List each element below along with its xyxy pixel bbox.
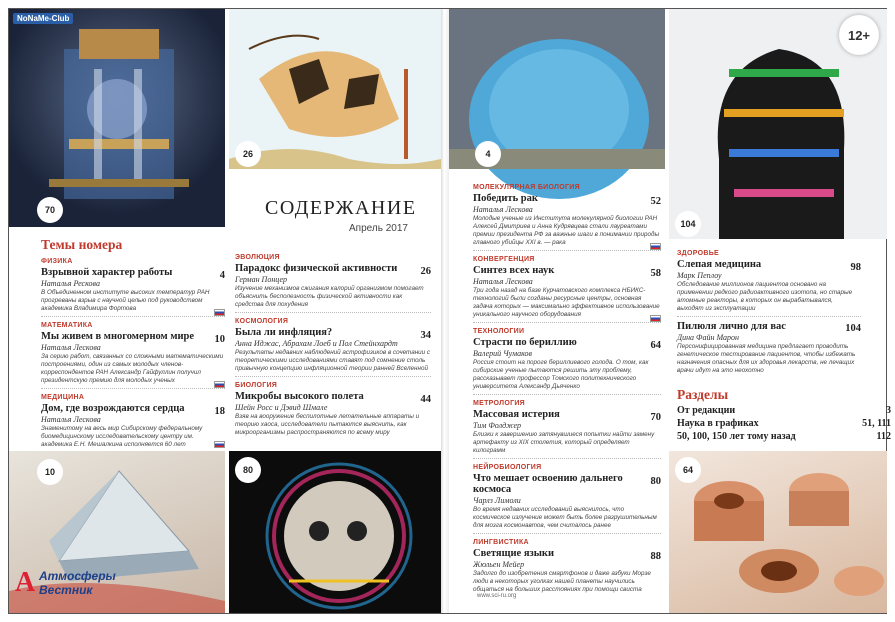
article-desc: Знаменитому на весь мир Сибирскому федеральному биомедицинскому исследовательскому центру им. академика Е.Н. Мешалкина исполняется 60 лет [41,425,203,448]
page-ref: 26 [420,266,431,277]
page-ref: 44 [420,394,431,405]
article-desc: Изучение механизмов сжигания калорий организмом помогает объяснить бесполезность физической активности как средства для похудения [235,285,424,308]
article-desc: Молодые ученые из Института молекулярной биологии РАН Алексей Дмитриев и Анна Кудрявцева стали лауреатами премии президента РФ за важные шаги в понимании природы главного убийцы XXI в. — рака [473,215,660,246]
section-label: КОНВЕРГЕНЦИЯ [473,256,535,263]
toc-entry[interactable] [41,394,225,449]
article-desc: Результаты недавних наблюдений астрофизиков в сочетании с теоретическими исследованиями ставят под сомнение столь привычную концепцию инфляционной теории ранней Вселенной [235,349,431,372]
article-title: Мы живем в многомерном мире [41,331,195,342]
article-desc: Во время недавних исследований выяснилось, что космическое излучение может быть более разрушительным для мозга космонавтов, чем считалось ранее [473,506,657,529]
photo-prism [9,451,225,613]
page-ref: 64 [650,340,661,351]
section-label: МОЛЕКУЛЯРНАЯ БИОЛОГИЯ [473,184,580,191]
photo-hunter [229,9,441,169]
article-desc: Задолго до изобретения смартфонов и даже азбуки Морзе люди в некоторых уголках нашей планеты научились общаться на больших расстояниях при помощи свиста [473,570,651,593]
photo-dome [449,9,665,169]
noname-club-logo: NoNaMe-Club [13,13,73,24]
article-author: Марк Пеплоу [677,271,722,280]
site-url[interactable]: www.sci-ru.org [477,593,517,599]
cylinders-illustration [669,451,887,613]
skull-illustration [229,451,441,613]
article-desc: Три года назад на базе Курчатовского комплекса НБИКС-технологий были созданы ресурсные центры, основная задача которых — максимально эффективное использование уникального научного оборудования [473,287,660,318]
section-label: БИОЛОГИЯ [235,382,278,389]
page-ref: 18 [214,406,225,417]
page-number-badge: 70 [37,197,63,223]
toc-entry[interactable] [235,318,431,377]
issue-date: Апрель 2017 [349,223,408,234]
page-number-badge: 10 [37,459,63,485]
flag-icon [650,315,661,322]
flag-icon [214,441,225,448]
article-title: Слепая медицина [677,259,762,270]
sections-row[interactable]: Наука в графиках 51, 111 [677,418,891,429]
article-title: Что мешает освоению дальнего космоса [473,473,623,495]
article-title: Светящие языки [473,548,555,559]
article-desc: Обследование миллионов пациентов основано на применении редкого радиоактивного изотопа, но старые атомные реакторы, в которых он вырабатывался, выходят из эксплуатации [677,281,853,312]
section-label: КОСМОЛОГИЯ [235,318,289,325]
article-desc: За серию работ, связанных со сложными математическими построениями, один из самых молодых членов-корреспондентов РАН Александр Гайфуллин получил президентскую премию для молодых ученых [41,353,224,384]
magazine-spread [8,8,891,614]
atm-vestnik-logo: А Атмосферы Вестник [15,567,116,598]
photo-head [669,9,887,239]
page-ref: 58 [650,268,661,279]
themes-list [41,258,225,449]
article-desc: Близки к завершению затянувшиеся попытки найти замену артефакту из XIX столетия, который определяет килограмм [473,431,655,454]
page-ref: 52 [650,196,661,207]
contents-title: СОДЕРЖАНИЕ [265,197,417,219]
sections-row[interactable]: 50, 100, 150 лет тому назад 112 [677,431,891,442]
article-author: Тим Фолджер [473,421,522,430]
toc-entry[interactable] [677,321,861,375]
toc-entry[interactable] [235,254,431,313]
themes-column [41,237,225,449]
section-label: МЕДИЦИНА [41,394,85,401]
article-author: Герман Понцер [235,275,288,284]
article-author: Валерий Чумаков [473,349,533,358]
page-number-badge: 104 [675,211,701,237]
toc-entry[interactable] [473,464,661,534]
middle-column [235,249,431,437]
machine-illustration [9,9,225,227]
spread-gutter [441,9,449,613]
article-title: Микробы высокого полета [235,391,364,402]
section-label: НЕЙРОБИОЛОГИЯ [473,464,542,471]
toc-entry[interactable] [235,382,431,437]
section-label: ФИЗИКА [41,258,73,265]
page-ref: 104 [845,323,861,334]
age-rating-badge: 12+ [839,15,879,55]
article-author: Дина Файн Марон [677,333,739,342]
left-page [9,9,441,613]
article-desc: В Объединенном институте высоких температур РАН прогреваны взрыв с научной целью под руководством академика Владимира Фортова [41,289,210,312]
article-desc: Персонифицированная медицина предлагает проводить генетическое тестирование пациентов, чтобы избежать назначения опасных для их здоровья лекарств, не лечащих врачи идут на это неохотно [677,343,856,374]
toc-entry[interactable] [473,328,661,395]
article-author: Наталья Лескова [473,205,533,214]
toc-entry[interactable] [677,250,861,317]
page-ref: 98 [850,262,861,273]
page-number-badge: 64 [675,457,701,483]
article-title: Пилюля лично для вас [677,321,786,332]
toc-entry[interactable] [473,184,661,251]
article-title: Дом, где возрождаются сердца [41,403,185,414]
article-title: Взрывной характер работы [41,267,173,278]
section-label: ТЕХНОЛОГИИ [473,328,525,335]
toc-entry[interactable] [473,256,661,323]
article-title: Была ли инфляция? [235,327,333,338]
flag-icon [650,243,661,250]
article-author: Чарлз Лимоли [473,496,521,505]
page-ref: 70 [650,412,661,423]
themes-heading: Темы номера [41,237,123,252]
page-ref: 88 [650,551,661,562]
article-author: Шейн Росс и Дэвид Шмале [235,403,328,412]
section-label: МАТЕМАТИКА [41,322,93,329]
section-label: ЗДОРОВЬЕ [677,250,719,257]
toc-entry[interactable] [41,258,225,317]
page-ref: 80 [650,476,661,487]
article-author: Наталья Лескова [41,343,101,352]
photo-cylinders [669,451,887,613]
page-ref: 10 [214,334,225,345]
right-page [449,9,887,613]
page-ref: 34 [420,330,431,341]
right-column [473,179,661,594]
article-author: Наталья Рескова [41,279,100,288]
page-number-badge: 4 [475,141,501,167]
flag-icon [214,381,225,388]
toc-entry[interactable] [473,539,661,594]
photo-skull [229,451,441,613]
sections-block [677,387,891,442]
article-author: Анна Иджас, Абрахам Лоеб и Пол Стейнхардт [235,339,398,348]
page-number-badge: 26 [235,141,261,167]
article-title: Победить рак [473,193,538,204]
article-desc: Взяв на вооружение беспилотные летательные аппараты и теорию хаоса, исследователи пытаются выяснить, как микроорганизмы распространяются по всему миру [235,413,420,436]
toc-entry[interactable] [473,400,661,459]
article-desc: Россия стоит на пороге бериллиевого голода. О том, как сибирские ученые пытаются решить эту проблему, рассказывает профессор Томского политехнического университета Александр Дьяченко [473,359,649,390]
photo-machine [9,9,225,227]
article-author: Наталья Лескова [41,415,101,424]
article-title: Массовая истерия [473,409,560,420]
sections-heading: Разделы [677,387,729,402]
article-title: Синтез всех наук [473,265,555,276]
page-number-badge: 80 [235,457,261,483]
section-label: МЕТРОЛОГИЯ [473,400,526,407]
far-right-column [677,245,861,375]
article-title: Парадокс физической активности [235,263,398,274]
article-title: Страсти по бериллию [473,337,577,348]
sections-row[interactable]: От редакции 3 [677,405,891,416]
hunter-illustration [229,9,441,169]
toc-entry[interactable] [41,322,225,389]
article-author: Наталья Лескова [473,277,533,286]
article-author: Жюльен Мейер [473,560,525,569]
section-label: ЭВОЛЮЦИЯ [235,254,280,261]
section-label: ЛИНГВИСТИКА [473,539,529,546]
page-ref: 4 [219,270,225,281]
flag-icon [214,309,225,316]
